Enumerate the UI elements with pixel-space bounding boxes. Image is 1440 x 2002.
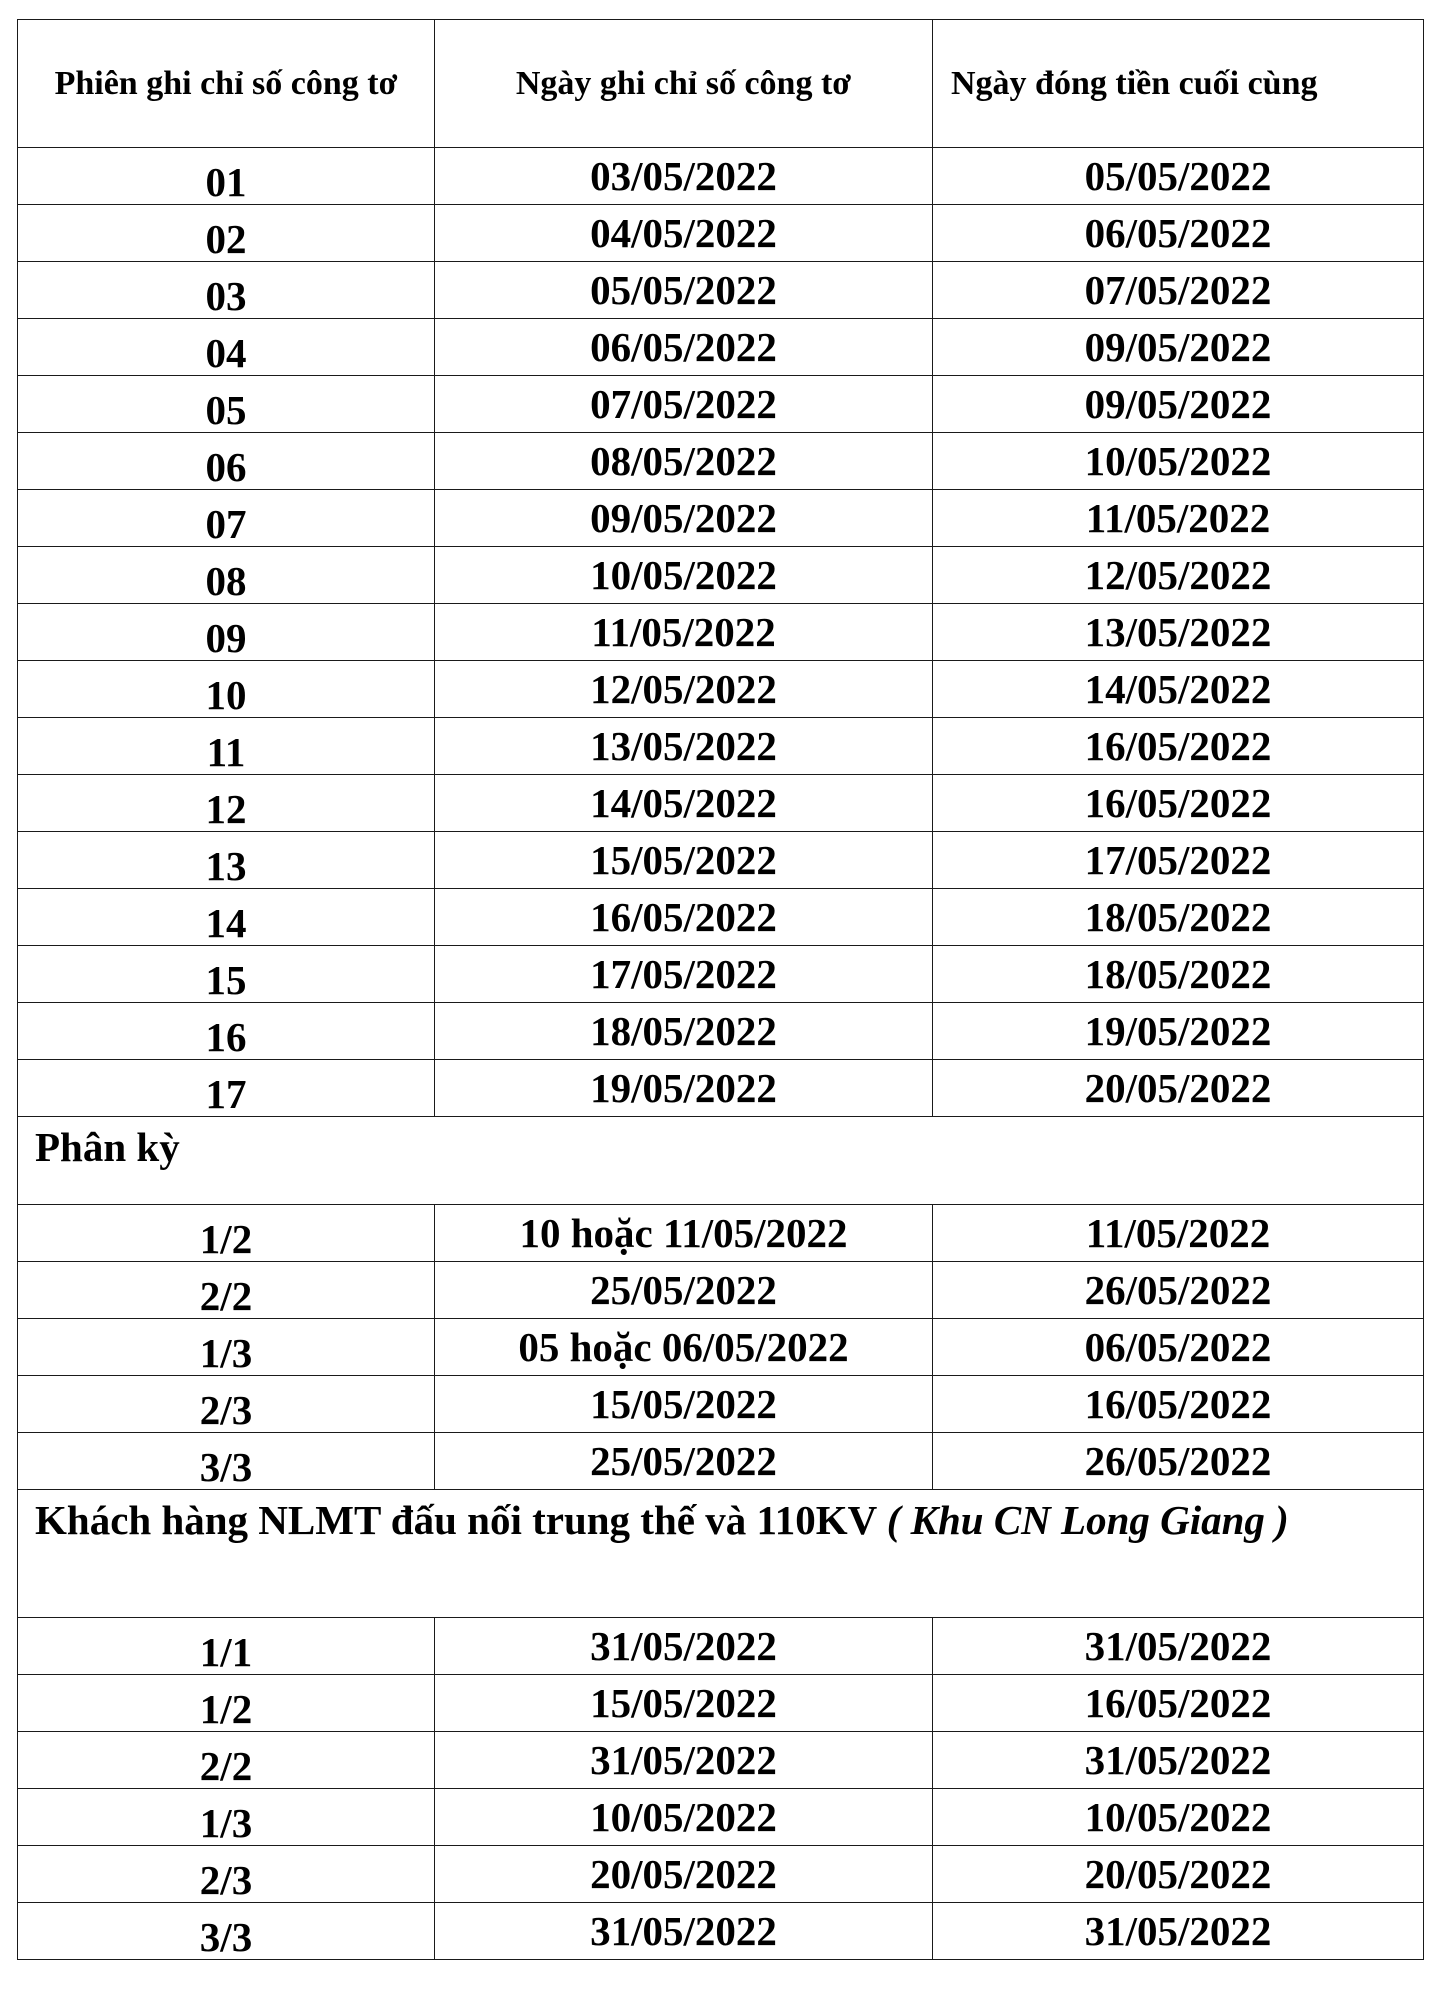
pay-date-cell: 31/05/2022 [933, 1618, 1424, 1675]
pay-date-cell: 16/05/2022 [933, 1675, 1424, 1732]
section-title-nlmt-text: Khách hàng NLMT đấu nối trung thế và 110KV [35, 1497, 887, 1543]
read-date-cell: 15/05/2022 [435, 1376, 933, 1433]
session-cell: 13 [18, 832, 435, 889]
read-date-cell: 14/05/2022 [435, 775, 933, 832]
table-row [18, 832, 1424, 889]
pay-date-cell: 16/05/2022 [933, 718, 1424, 775]
table-row [18, 1433, 1424, 1490]
table-row [18, 946, 1424, 1003]
session-cell: 11 [18, 718, 435, 775]
table-header-row [18, 20, 1424, 148]
session-cell: 06 [18, 433, 435, 490]
session-cell: 15 [18, 946, 435, 1003]
header-session: Phiên ghi chỉ số công tơ [18, 20, 435, 148]
table-row [18, 376, 1424, 433]
pay-date-cell: 17/05/2022 [933, 832, 1424, 889]
session-cell: 14 [18, 889, 435, 946]
section-header-row [18, 1490, 1424, 1618]
read-date-cell: 31/05/2022 [435, 1732, 933, 1789]
table-row [18, 718, 1424, 775]
table-row [18, 1903, 1424, 1960]
pay-date-cell: 11/05/2022 [933, 1205, 1424, 1262]
read-date-cell: 05/05/2022 [435, 262, 933, 319]
pay-date-cell: 20/05/2022 [933, 1060, 1424, 1117]
session-cell: 10 [18, 661, 435, 718]
table-row [18, 490, 1424, 547]
read-date-cell: 10/05/2022 [435, 1789, 933, 1846]
table-row [18, 1060, 1424, 1117]
session-cell: 3/3 [18, 1433, 435, 1490]
table-row [18, 148, 1424, 205]
phan-ky-rows [18, 1205, 1424, 1490]
table-row [18, 1846, 1424, 1903]
session-cell: 09 [18, 604, 435, 661]
read-date-cell: 31/05/2022 [435, 1903, 933, 1960]
session-cell: 08 [18, 547, 435, 604]
pay-date-cell: 14/05/2022 [933, 661, 1424, 718]
table-row [18, 433, 1424, 490]
read-date-cell: 05 hoặc 06/05/2022 [435, 1319, 933, 1376]
session-cell: 07 [18, 490, 435, 547]
table-row [18, 319, 1424, 376]
pay-date-cell: 26/05/2022 [933, 1262, 1424, 1319]
table-row [18, 1618, 1424, 1675]
table-row [18, 205, 1424, 262]
session-cell: 17 [18, 1060, 435, 1117]
pay-date-cell: 16/05/2022 [933, 1376, 1424, 1433]
table-row [18, 1732, 1424, 1789]
pay-date-cell: 18/05/2022 [933, 889, 1424, 946]
read-date-cell: 31/05/2022 [435, 1618, 933, 1675]
session-cell: 05 [18, 376, 435, 433]
pay-date-cell: 26/05/2022 [933, 1433, 1424, 1490]
pay-date-cell: 11/05/2022 [933, 490, 1424, 547]
section-title-phan-ky: Phân kỳ [18, 1117, 1424, 1205]
pay-date-cell: 20/05/2022 [933, 1846, 1424, 1903]
read-date-cell: 15/05/2022 [435, 1675, 933, 1732]
read-date-cell: 17/05/2022 [435, 946, 933, 1003]
table-row [18, 889, 1424, 946]
table-row [18, 1262, 1424, 1319]
read-date-cell: 13/05/2022 [435, 718, 933, 775]
session-cell: 2/3 [18, 1376, 435, 1433]
session-cell: 1/3 [18, 1319, 435, 1376]
read-date-cell: 19/05/2022 [435, 1060, 933, 1117]
nlmt-rows [18, 1618, 1424, 1960]
table-row [18, 661, 1424, 718]
session-cell: 12 [18, 775, 435, 832]
section-title-nlmt [18, 1490, 1424, 1618]
session-cell: 2/2 [18, 1732, 435, 1789]
table-row [18, 1789, 1424, 1846]
session-cell: 04 [18, 319, 435, 376]
read-date-cell: 25/05/2022 [435, 1262, 933, 1319]
session-cell: 1/2 [18, 1675, 435, 1732]
read-date-cell: 04/05/2022 [435, 205, 933, 262]
pay-date-cell: 12/05/2022 [933, 547, 1424, 604]
section-phan-ky [18, 1117, 1424, 1205]
pay-date-cell: 10/05/2022 [933, 433, 1424, 490]
meter-reading-schedule-table [17, 19, 1424, 1960]
pay-date-cell: 19/05/2022 [933, 1003, 1424, 1060]
pay-date-cell: 09/05/2022 [933, 376, 1424, 433]
session-cell: 2/3 [18, 1846, 435, 1903]
section-note-nlmt: ( Khu CN Long Giang ) [886, 1497, 1289, 1543]
read-date-cell: 11/05/2022 [435, 604, 933, 661]
read-date-cell: 07/05/2022 [435, 376, 933, 433]
session-cell: 01 [18, 148, 435, 205]
read-date-cell: 06/05/2022 [435, 319, 933, 376]
read-date-cell: 09/05/2022 [435, 490, 933, 547]
pay-date-cell: 06/05/2022 [933, 1319, 1424, 1376]
pay-date-cell: 18/05/2022 [933, 946, 1424, 1003]
table-row [18, 262, 1424, 319]
read-date-cell: 20/05/2022 [435, 1846, 933, 1903]
table-row [18, 1319, 1424, 1376]
pay-date-cell: 31/05/2022 [933, 1903, 1424, 1960]
read-date-cell: 08/05/2022 [435, 433, 933, 490]
section-header-row [18, 1117, 1424, 1205]
session-cell: 03 [18, 262, 435, 319]
session-cell: 16 [18, 1003, 435, 1060]
session-cell: 1/2 [18, 1205, 435, 1262]
main-rows [18, 148, 1424, 1117]
session-cell: 02 [18, 205, 435, 262]
table-row [18, 1003, 1424, 1060]
pay-date-cell: 13/05/2022 [933, 604, 1424, 661]
read-date-cell: 12/05/2022 [435, 661, 933, 718]
header-pay-date: Ngày đóng tiền cuối cùng [933, 20, 1424, 148]
read-date-cell: 10/05/2022 [435, 547, 933, 604]
pay-date-cell: 05/05/2022 [933, 148, 1424, 205]
read-date-cell: 16/05/2022 [435, 889, 933, 946]
read-date-cell: 25/05/2022 [435, 1433, 933, 1490]
session-cell: 1/1 [18, 1618, 435, 1675]
table-row [18, 1205, 1424, 1262]
pay-date-cell: 10/05/2022 [933, 1789, 1424, 1846]
session-cell: 2/2 [18, 1262, 435, 1319]
session-cell: 1/3 [18, 1789, 435, 1846]
read-date-cell: 10 hoặc 11/05/2022 [435, 1205, 933, 1262]
read-date-cell: 18/05/2022 [435, 1003, 933, 1060]
header-read-date: Ngày ghi chỉ số công tơ [435, 20, 933, 148]
pay-date-cell: 07/05/2022 [933, 262, 1424, 319]
pay-date-cell: 09/05/2022 [933, 319, 1424, 376]
table-row [18, 547, 1424, 604]
pay-date-cell: 31/05/2022 [933, 1732, 1424, 1789]
read-date-cell: 03/05/2022 [435, 148, 933, 205]
read-date-cell: 15/05/2022 [435, 832, 933, 889]
pay-date-cell: 06/05/2022 [933, 205, 1424, 262]
session-cell: 3/3 [18, 1903, 435, 1960]
table-row [18, 1675, 1424, 1732]
table-row [18, 775, 1424, 832]
pay-date-cell: 16/05/2022 [933, 775, 1424, 832]
section-nlmt [18, 1490, 1424, 1618]
table-row [18, 1376, 1424, 1433]
table-row [18, 604, 1424, 661]
